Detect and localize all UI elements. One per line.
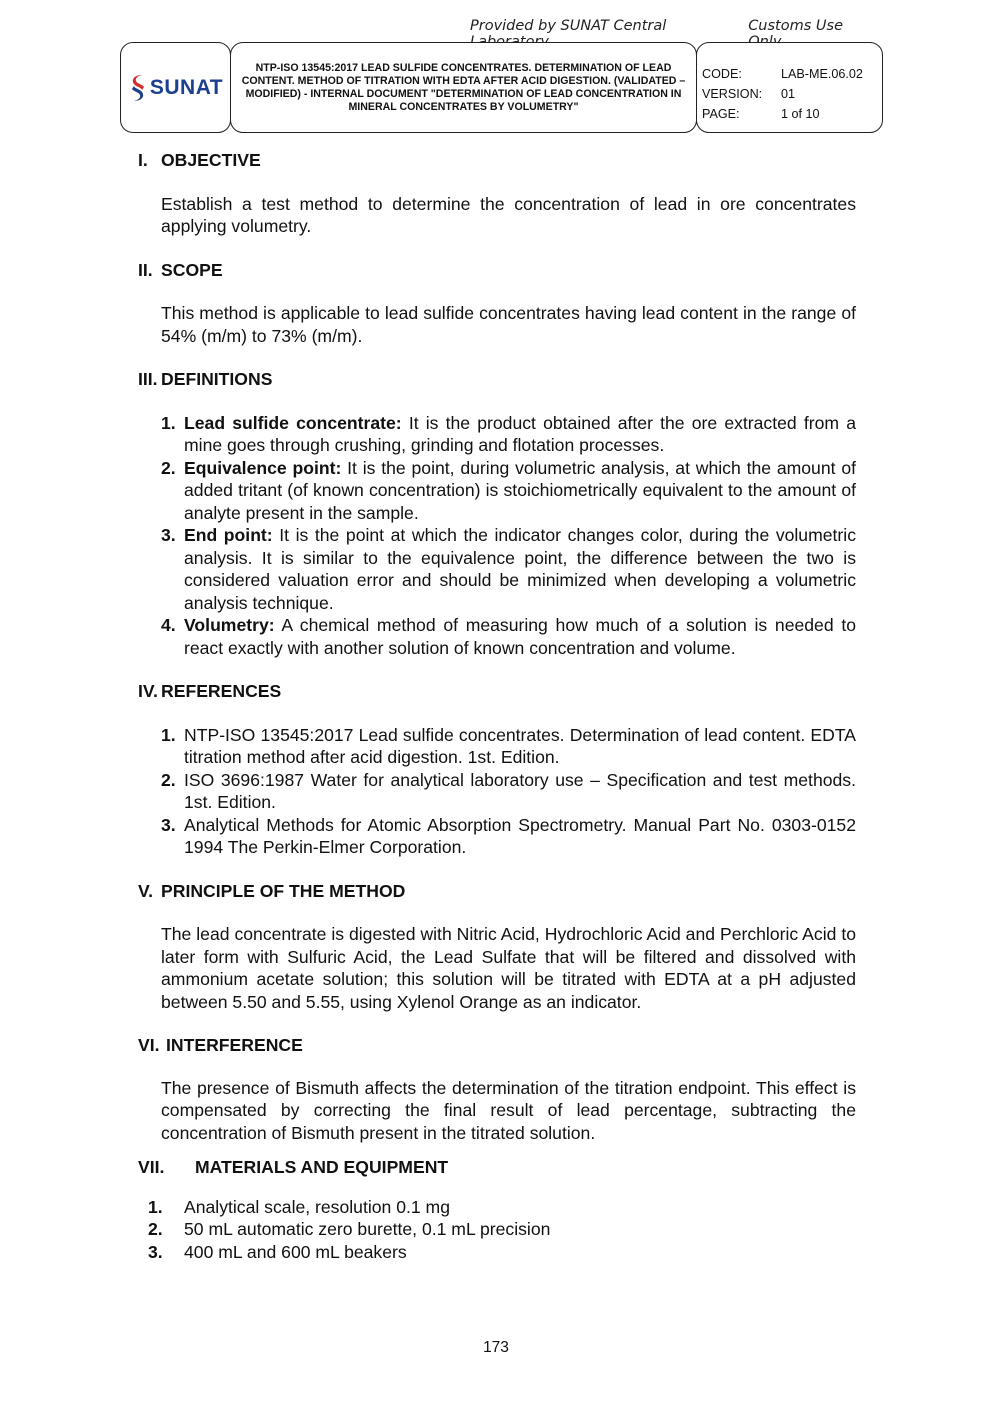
definition-text: It is the point at which the indicator changes color, during the volumetric analysis. It is similar to the equivalence point, the difference between the two is considered valuation error and should be minimized when developing a volumetric analysis technique. [184,525,856,613]
list-item [161,614,856,659]
list-number: 3. [161,525,176,545]
list-item [148,1241,856,1264]
definitions-list [138,412,856,660]
section-heading-references [138,680,856,703]
sunat-emblem-icon [128,73,148,103]
list-item [161,769,856,814]
page-label: PAGE: [702,107,740,121]
version-label: VERSION: [702,87,763,101]
definition-term: Equivalence point: [184,457,342,478]
customs-use-note: Customs Use [748,18,843,34]
section-number: IV. [138,681,158,701]
list-number: 2. [161,769,176,790]
section-title: PRINCIPLE OF THE METHOD [161,880,406,901]
definition-text: It is the product obtained after the ore extracted from a mine goes through crushing, grinding and flotation processes. [184,412,856,455]
section-number: II. [138,259,153,280]
references-list [138,724,856,859]
document-meta-box [696,42,883,133]
interference-text: The presence of Bismuth affects the determination of the titration endpoint. This effect is compensated by correcting the final result of lead percentage, subtracting the concentration of Bismuth present in the titrated solution. [161,1077,856,1143]
list-item [148,1218,856,1241]
list-number: 3. [148,1241,163,1262]
section-heading-objective [138,149,856,172]
list-item [161,814,856,859]
document-title: NTP-ISO 13545:2017 LEAD SULFIDE CONCENTRATES. DETERMINATION OF LEAD CONTENT. METHOD OF TITRATION WITH EDTA AFTER ACID DIGESTION. (VALIDATED – MODIFIED) - INTERNAL DOCUMENT "DETERMINATION OF LEAD CONCENTRATION IN MINERAL CONCENTRATES BY VOLUMETRY" [241,61,686,113]
document-header [120,42,883,135]
section-title: SCOPE [161,259,223,280]
list-item [161,412,856,457]
section-title: DEFINITIONS [161,369,273,389]
section-number: VII. [138,1157,165,1177]
version-value: 01 [781,87,796,101]
section-number: I. [138,150,148,170]
logo-text: SUNAT [149,75,224,99]
version-row [702,84,882,104]
material-text: Analytical scale, resolution 0.1 mg [184,1196,450,1217]
definition-term: Volumetry: [184,615,275,635]
page-value: 1 of 10 [781,107,820,121]
section-heading-definitions [138,368,856,391]
scope-text: This method is applicable to lead sulfide concentrates having lead content in the range of 54% (m/m) to 73% (m/m). [161,303,856,346]
material-text: 400 mL and 600 mL beakers [184,1241,407,1262]
reference-text: ISO 3696:1987 Water for analytical laboratory use – Specification and test methods. 1st. Edition. [184,769,856,812]
definition-term: End point: [184,525,273,545]
definition-term: Lead sulfide concentrate: [184,412,402,433]
sunat-logo [128,73,223,103]
list-number: 1. [161,724,176,745]
materials-list [138,1196,856,1264]
material-text: 50 mL automatic zero burette, 0.1 mL precision [184,1219,551,1239]
definition-text: It is the point, during volumetric analysis, at which the amount of added tritant (of known concentration) is stoichiometrically equivalent to the amount of analyte present in the sample. [184,457,856,523]
objective-text: Establish a test method to determine the concentration of lead in ore concentrates applying volumetry. [161,193,856,236]
list-number: 2. [161,457,176,478]
page-number: 173 [483,1339,509,1356]
reference-text: Analytical Methods for Atomic Absorption Spectrometry. Manual Part No. 0303-0152 1994 The Perkin-Elmer Corporation. [184,814,856,857]
list-number: 4. [161,615,176,635]
logo-box [120,42,231,133]
code-value: LAB-ME.06.02 [781,67,863,81]
page-row [702,104,882,124]
code-row [702,64,882,84]
section-heading-principle [138,880,856,903]
list-number: 2. [148,1219,163,1239]
list-number: 3. [161,814,176,835]
section-heading-interference [138,1034,856,1057]
section-heading-materials [138,1156,856,1179]
document-body [138,149,856,1263]
principle-text: The lead concentrate is digested with Nitric Acid, Hydrochloric Acid and Perchloric Acid to later form with Sulfuric Acid, the Lead Sulfate that will be filtered and dissolved with ammonium acetate solution; this solution will be titrated with EDTA at a pH adjusted between 5.50 and 5.55, using Xylenol Orange as an indicator. [161,924,856,1012]
list-item [148,1196,856,1219]
code-label: CODE: [702,67,742,81]
document-title-box [230,42,697,133]
section-number: V. [138,880,154,901]
section-title: MATERIALS AND EQUIPMENT [195,1157,449,1177]
section-title: INTERFERENCE [166,1035,303,1055]
section-title: OBJECTIVE [161,150,261,170]
definition-text: A chemical method of measuring how much of a solution is needed to react exactly with another solution of known concentration and volume. [184,615,856,658]
section-number: VI. [138,1035,160,1055]
provided-by-note: Provided by SUNAT Central [470,18,667,34]
section-title: REFERENCES [161,681,282,701]
list-number: 1. [161,412,176,433]
list-item [161,724,856,769]
list-item [161,524,856,614]
section-number: III. [138,369,158,389]
list-item [161,457,856,525]
reference-text: NTP-ISO 13545:2017 Lead sulfide concentrates. Determination of lead content. EDTA titration method after acid digestion. 1st. Edition. [184,724,856,767]
list-number: 1. [148,1196,163,1217]
section-heading-scope [138,259,856,282]
